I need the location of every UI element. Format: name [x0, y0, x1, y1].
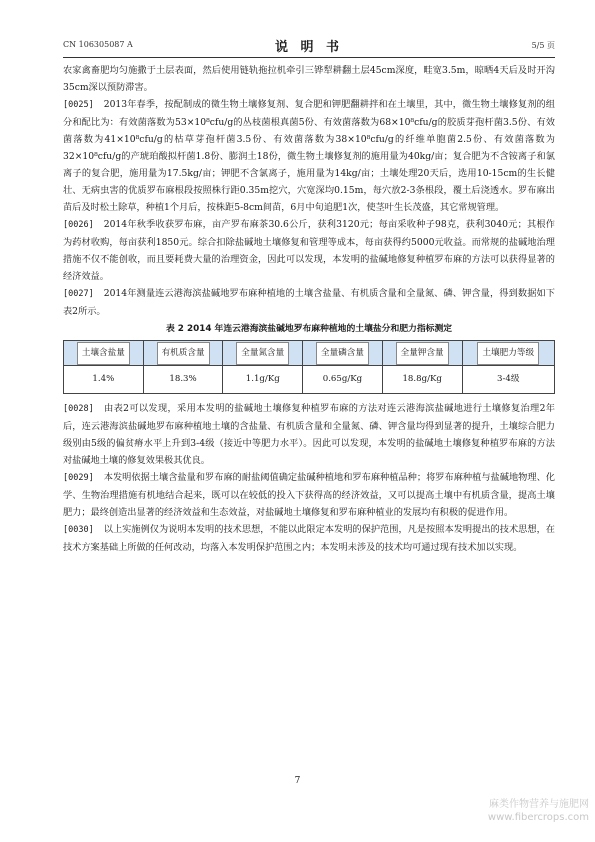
- table-cell: 1.4%: [64, 366, 144, 394]
- paragraph-text: 本发明依据土壤含盐量和罗布麻的耐盐阈值确定盐碱种植地和罗布麻种植品种；将罗布麻种植与盐碱地物理、化学、生物治理措施有机地结合起来，既可以在较低的投入下获得高的经济效益，又可以提高土壤中有机质含量，提高土壤肥力；最终创造出显著的经济效益和生态效益，对盐碱地土壤修复和罗布麻种植业的发展均有积极的促进作用。: [63, 472, 555, 518]
- watermark-title: 麻类作物营养与施肥网: [489, 799, 589, 810]
- paragraph-tag: [0028]: [63, 404, 94, 414]
- document-title: 说 明 书: [274, 40, 344, 55]
- soil-indicator-table: [63, 340, 555, 394]
- table-header-cell: 土壤含盐量: [64, 341, 144, 366]
- table-header-row: [64, 341, 555, 366]
- paragraph-text: 2013年春季，按配制成的微生物土壤修复剂、复合肥和钾肥翻耕拌和在土壤里，其中，微生物土壤修复剂的组分和配比为：有效菌落数为53×10⁸cfu/g的丛枝菌根真菌5份、有效菌落数为68×10⁸cfu/g的胶质芽孢杆菌3.5份、有效菌落数为41×10⁸cfu/g的枯草芽孢杆菌3.5份、有效菌落数为38×10⁸cfu/g的纤维单胞菌2.5份、有效菌落数为32×10⁸cfu/g的产琥珀酸拟杆菌1.8份、膨润土18份，微生物土壤修复剂的施用量为40kg/亩；复合肥为不含铵离子和氯离子的复合肥，施用量为17.5kg/亩；钾肥不含氯离子，施用量为14kg/亩；土壤处理20天后，选用10-15cm的生长健壮、无病虫害的优质罗布麻根段按照株行距0.35m挖穴，穴宽深均0.15m，每穴放2-3条根段，覆土后浇透水。罗布麻出苗后及时松土除草，种植1个月后，按株距5-8cm间苗，6月中旬追肥1次，使茎叶生长茂盛，其它常规管理。: [63, 99, 555, 213]
- intro-paragraph: 农家禽畜肥均匀施撒于土层表面，然后使用链轨拖拉机牵引三铧犁耕翻土层45cm深度，畦宽3.5m，晾晒4天后及时开沟35cm深以预防滞害。: [63, 65, 555, 93]
- table-header-cell: 土壤肥力等级: [462, 341, 554, 366]
- table-caption: 表 2 2014 年连云港海滨盐碱地罗布麻种植地的土壤盐分和肥力指标测定: [165, 324, 453, 334]
- table-cell: 3-4级: [462, 366, 554, 394]
- table-header-cell: 全量氮含量: [223, 341, 303, 366]
- page-header: [63, 36, 555, 56]
- table-row: [64, 366, 555, 394]
- paragraph-tag: [0029]: [63, 473, 94, 483]
- paragraph-text: 以上实施例仅为说明本发明的技术思想，不能以此限定本发明的保护范围，凡是按照本发明提出的技术思想，在技术方案基础上所做的任何改动，均落入本发明保护范围之内；本发明未涉及的技术均可通过现有技术加以实现。: [63, 524, 555, 553]
- paragraph-0025: [63, 96, 555, 216]
- table-header-cell: 全量磷含量: [303, 341, 383, 366]
- paragraph-0029: [63, 469, 555, 521]
- paragraph-0027: [63, 285, 555, 320]
- header-divider: [63, 57, 555, 58]
- table-cell: 18.8g/Kg: [382, 366, 462, 394]
- patent-number: CN 106305087 A: [63, 40, 133, 49]
- paragraph-tag: [0027]: [63, 289, 94, 299]
- paragraph-tag: [0030]: [63, 525, 94, 535]
- paragraph-text: 2014年测量连云港海滨盐碱地罗布麻种植地的土壤含盐量、有机质含量和全量氮、磷、钾含量，得到数据如下表2所示。: [63, 288, 555, 317]
- paragraph-0026: [63, 216, 555, 285]
- table-cell: 1.1g/Kg: [223, 366, 303, 394]
- page-number: 7: [294, 776, 301, 786]
- table-cell: 0.65g/Kg: [303, 366, 383, 394]
- table-cell: 18.3%: [143, 366, 223, 394]
- page-indicator: 5/5 页: [531, 41, 555, 50]
- paragraph-0030: [63, 521, 555, 556]
- paragraph-tag: [0025]: [63, 100, 94, 110]
- document-body: [63, 62, 555, 556]
- paragraph-tag: [0026]: [63, 220, 94, 230]
- table-header-cell: 有机质含量: [143, 341, 223, 366]
- site-watermark: [488, 798, 589, 824]
- paragraph-0028: [63, 400, 555, 469]
- watermark-url: www.fibercrops.com: [487, 812, 589, 823]
- table-header-cell: 全量钾含量: [382, 341, 462, 366]
- paragraph-text: 由表2可以发现，采用本发明的盐碱地土壤修复种植罗布麻的方法对连云港海滨盐碱地进行土壤修复治理2年后，连云港海滨盐碱地罗布麻种植地土壤的含盐量、有机质含量和全量氮、磷、钾含量均得到显著的提升，土壤综合肥力级别由5级的偏贫瘠水平上升到3-4级（接近中等肥力水平）。因此可以发现，本发明的盐碱地土壤修复种植罗布麻的方法对盐碱地土壤的修复效果极其优良。: [63, 403, 555, 466]
- paragraph-text: 2014年秋季收获罗布麻，亩产罗布麻茶30.6公斤，获利3120元；每亩采收种子98克，获利3040元；其根作为药材收购，每亩获利1850元。综合扣除盐碱地土壤修复和管理等成本，每亩获得约5000元收益。而常规的盐碱地治理措施不仅不能创收，而且要耗费大量的治理资金，因此可以发现，本发明的盐碱地修复种植罗布麻的方法可以获得显著的经济效益。: [63, 219, 555, 282]
